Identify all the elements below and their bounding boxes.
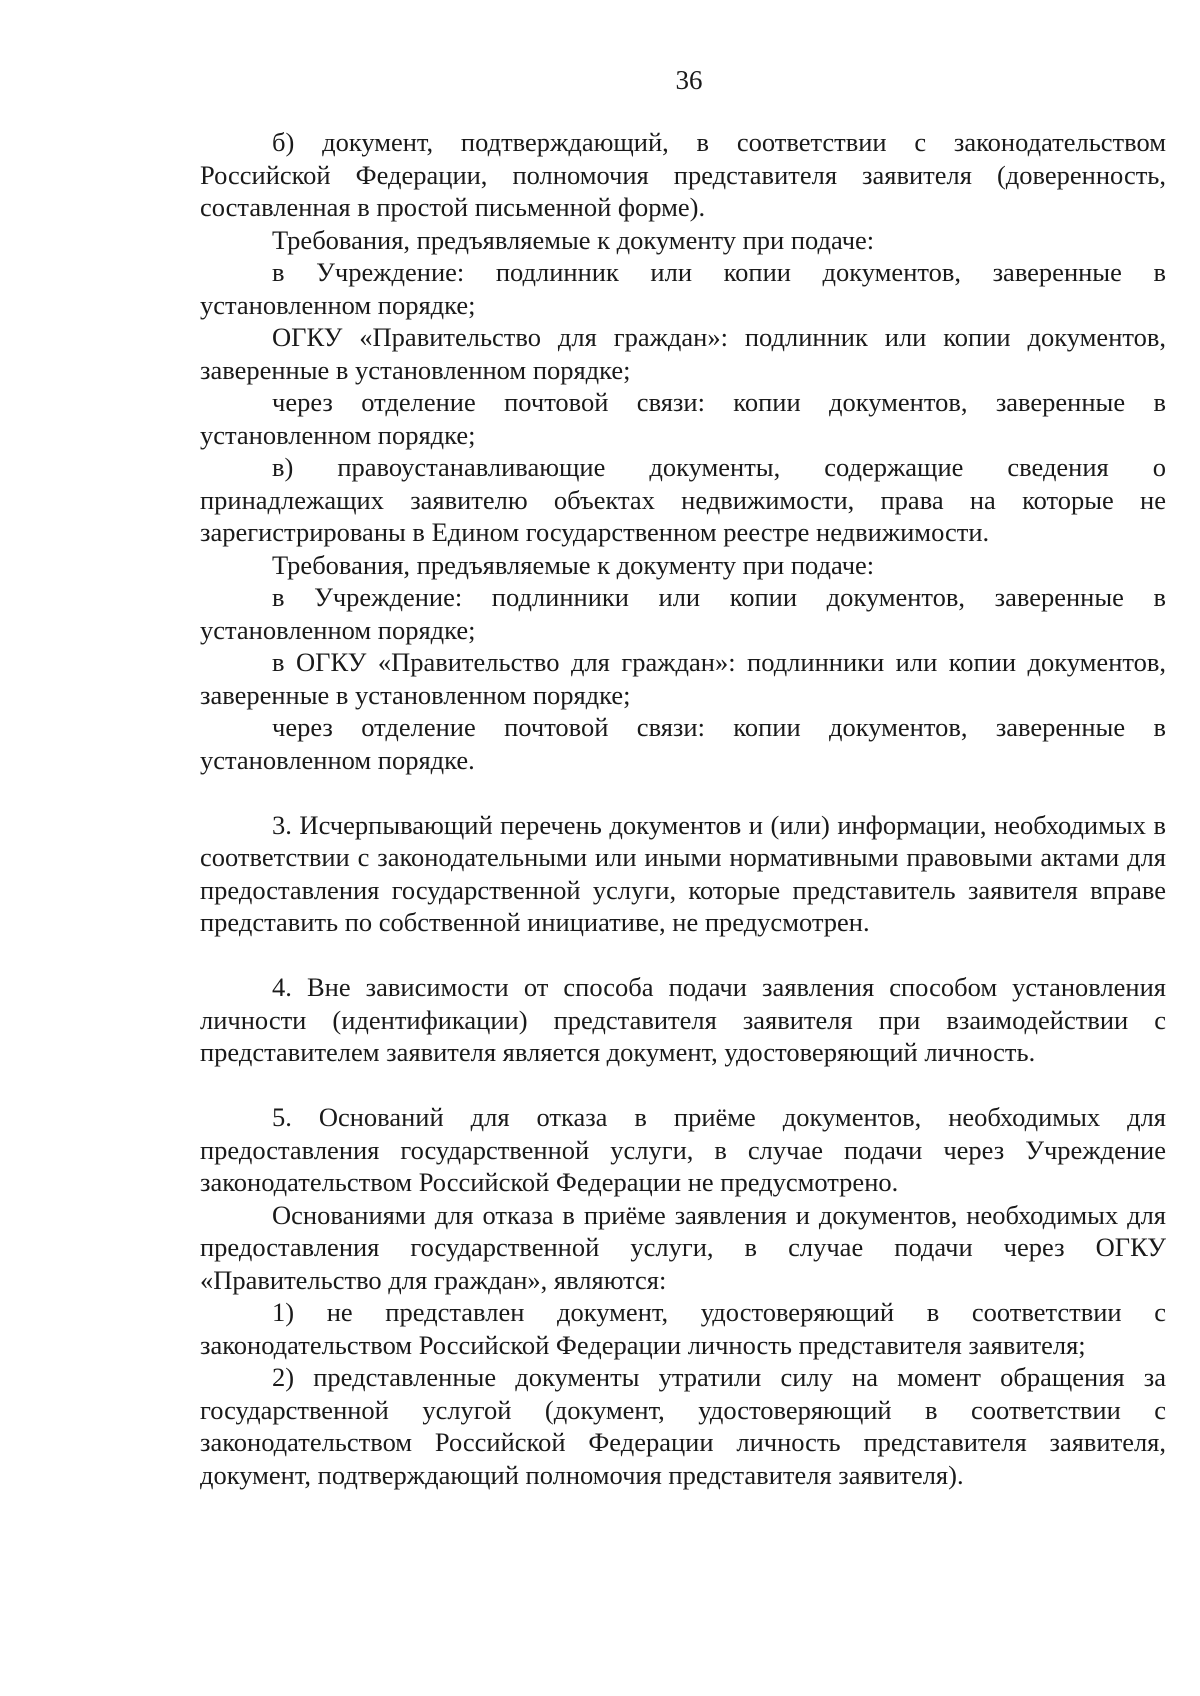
paragraph: в Учреждение: подлинники или копии документов, заверенные в установленном порядке; [200,582,1166,645]
paragraph: 1) не представлен документ, удостоверяющий в соответствии с законодательством Российской Федерации личность представителя заявителя; [200,1297,1166,1360]
paragraph: 5. Оснований для отказа в приёме документов, необходимых для предоставления государственной услуги, в случае подачи через Учреждение законодательством Российской Федерации не предусмотрено. [200,1102,1166,1197]
paragraph: ОГКУ «Правительство для граждан»: подлинник или копии документов, заверенные в установленном порядке; [200,322,1166,385]
paragraph: через отделение почтовой связи: копии документов, заверенные в установленном порядке. [200,712,1166,775]
page-number: 36 [675,65,703,95]
paragraph: Основаниями для отказа в приёме заявления и документов, необходимых для предоставления государственной услуги, в случае подачи через ОГКУ «Правительство для граждан», являются: [200,1199,1166,1295]
paragraph: 3. Исчерпывающий перечень документов и (или) информации, необходимых в соответствии с законодательными или иными нормативными правовыми актами для предоставления государственной услуги, которые представитель заявителя вправе представить по собственной инициативе, не предусмотрен. [200,809,1166,937]
paragraph: в Учреждение: подлинник или копии документов, заверенные в установленном порядке; [200,257,1166,320]
paragraph: через отделение почтовой связи: копии документов, заверенные в установленном порядке; [200,387,1166,450]
paragraph: 4. Вне зависимости от способа подачи заявления способом установления личности (идентификации) представителя заявителя при взаимодействии с представителем заявителя является документ, удостоверяющий личность. [200,972,1166,1067]
paragraph: в ОГКУ «Правительство для граждан»: подлинники или копии документов, заверенные в установленном порядке; [200,647,1166,710]
paragraph: б) документ, подтверждающий, в соответствии с законодательством Российской Федерации, полномочия представителя заявителя (доверенность, составленная в простой письменной форме). [200,127,1166,222]
paragraph: в) правоустанавливающие документы, содержащие сведения о принадлежащих заявителю объектах недвижимости, права на которые не зарегистрированы в Едином государственном реестре недвижимости. [200,452,1166,547]
paragraph: 2) представленные документы утратили силу на момент обращения за государственной услугой (документ, удостоверяющий в соответствии с законодательством Российской Федерации личность представителя заявителя, документ, подтверждающий полномочия представителя заявителя). [200,1362,1166,1490]
paragraph: Требования, предъявляемые к документу при подаче: [272,549,875,580]
paragraph: Требования, предъявляемые к документу при подаче: [272,224,875,255]
document-body [200,126,1166,1491]
